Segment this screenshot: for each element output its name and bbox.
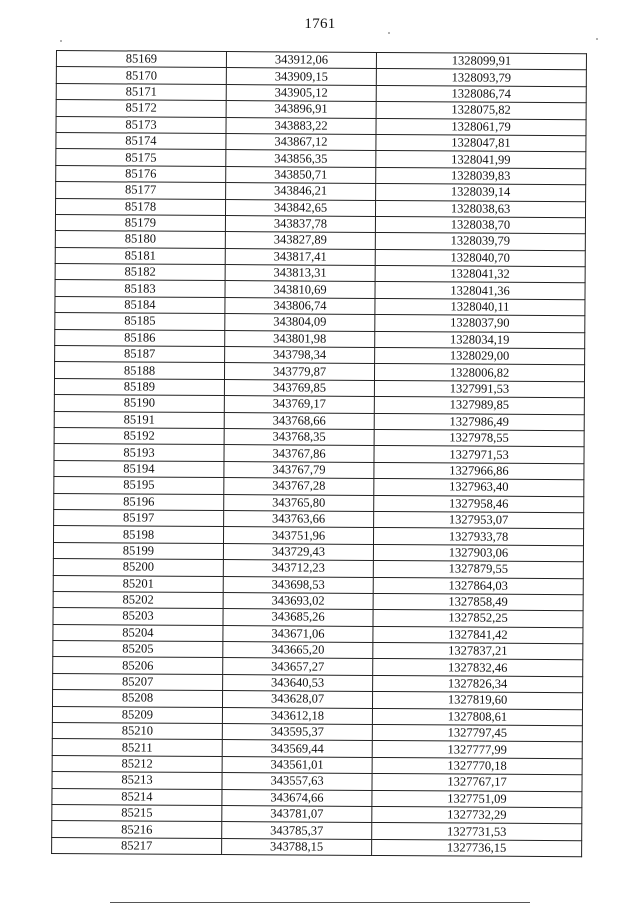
y-coordinate-cell: 1328041,99 — [376, 151, 586, 169]
y-coordinate-cell: 1327837,21 — [373, 643, 583, 661]
x-coordinate-cell: 343569,44 — [222, 740, 372, 757]
x-coordinate-cell: 343817,41 — [225, 248, 375, 265]
point-number-cell: 85178 — [55, 198, 225, 215]
x-coordinate-cell: 343781,07 — [222, 805, 372, 822]
x-coordinate-cell: 343561,01 — [222, 756, 372, 773]
x-coordinate-cell: 343657,27 — [223, 658, 373, 675]
x-coordinate-cell: 343751,96 — [223, 527, 373, 544]
x-coordinate-cell: 343671,06 — [223, 625, 373, 642]
point-number-cell: 85201 — [53, 575, 223, 592]
point-number-cell: 85199 — [53, 542, 223, 559]
point-number-cell: 85169 — [56, 51, 226, 68]
x-coordinate-cell: 343801,98 — [225, 330, 375, 347]
x-coordinate-cell: 343837,78 — [225, 215, 375, 232]
x-coordinate-cell: 343665,20 — [223, 642, 373, 659]
y-coordinate-cell: 1327751,09 — [372, 790, 582, 808]
x-coordinate-cell: 343712,23 — [223, 560, 373, 577]
x-coordinate-cell: 343767,86 — [224, 445, 374, 462]
point-number-cell: 85170 — [56, 67, 226, 84]
y-coordinate-cell: 1327958,46 — [374, 495, 584, 513]
x-coordinate-cell: 343912,06 — [226, 52, 376, 69]
point-number-cell: 85187 — [55, 346, 225, 363]
point-number-cell: 85188 — [54, 362, 224, 379]
point-number-cell: 85177 — [56, 182, 226, 199]
y-coordinate-cell: 1328041,36 — [375, 282, 585, 300]
x-coordinate-cell: 343810,69 — [225, 281, 375, 298]
point-number-cell: 85215 — [52, 804, 222, 821]
point-number-cell: 85185 — [55, 313, 225, 330]
y-coordinate-cell: 1327903,06 — [373, 544, 583, 562]
y-coordinate-cell: 1328047,81 — [376, 134, 586, 152]
point-number-cell: 85195 — [54, 477, 224, 494]
x-coordinate-cell: 343557,63 — [222, 773, 372, 790]
point-number-cell: 85202 — [53, 591, 223, 608]
point-number-cell: 85207 — [53, 673, 223, 690]
y-coordinate-cell: 1327797,45 — [372, 724, 582, 742]
x-coordinate-cell: 343827,89 — [225, 232, 375, 249]
x-coordinate-cell: 343767,79 — [224, 461, 374, 478]
y-coordinate-cell: 1327953,07 — [374, 511, 584, 529]
coordinates-sheet — [51, 50, 586, 857]
point-number-cell: 85181 — [55, 247, 225, 264]
y-coordinate-cell: 1327933,78 — [373, 528, 583, 546]
x-coordinate-cell: 343806,74 — [225, 297, 375, 314]
x-coordinate-cell: 343813,31 — [225, 265, 375, 282]
x-coordinate-cell: 343856,35 — [226, 150, 376, 167]
y-coordinate-cell: 1328040,70 — [375, 249, 585, 267]
point-number-cell: 85212 — [52, 755, 222, 772]
point-number-cell: 85189 — [54, 378, 224, 395]
y-coordinate-cell: 1328039,83 — [376, 167, 586, 185]
point-number-cell: 85211 — [52, 739, 222, 756]
x-coordinate-cell: 343765,80 — [224, 494, 374, 511]
y-coordinate-cell: 1328041,32 — [375, 266, 585, 284]
x-coordinate-cell: 343729,43 — [223, 543, 373, 560]
y-coordinate-cell: 1328038,63 — [375, 200, 585, 218]
y-coordinate-cell: 1327777,99 — [372, 741, 582, 759]
point-number-cell: 85203 — [53, 608, 223, 625]
point-number-cell: 85205 — [53, 641, 223, 658]
x-coordinate-cell: 343785,37 — [222, 822, 372, 839]
point-number-cell: 85179 — [55, 214, 225, 231]
point-number-cell: 85180 — [55, 231, 225, 248]
y-coordinate-cell: 1328099,91 — [376, 52, 586, 70]
scan-speck — [60, 40, 62, 42]
point-number-cell: 85172 — [56, 100, 226, 117]
x-coordinate-cell: 343850,71 — [226, 166, 376, 183]
point-number-cell: 85174 — [56, 132, 226, 149]
point-number-cell: 85198 — [53, 526, 223, 543]
y-coordinate-cell: 1327963,40 — [374, 479, 584, 497]
point-number-cell: 85206 — [53, 657, 223, 674]
point-number-cell: 85196 — [54, 493, 224, 510]
page-number: 1761 — [304, 16, 336, 32]
x-coordinate-cell: 343768,66 — [224, 412, 374, 429]
y-coordinate-cell: 1327826,34 — [373, 675, 583, 693]
point-number-cell: 85217 — [52, 837, 222, 854]
y-coordinate-cell: 1328040,11 — [375, 298, 585, 316]
point-number-cell: 85175 — [56, 149, 226, 166]
x-coordinate-cell: 343612,18 — [222, 707, 372, 724]
y-coordinate-cell: 1327770,18 — [372, 757, 582, 775]
y-coordinate-cell: 1327978,55 — [374, 429, 584, 447]
x-coordinate-cell: 343763,66 — [224, 510, 374, 527]
x-coordinate-cell: 343788,15 — [222, 838, 372, 855]
y-coordinate-cell: 1328006,82 — [374, 364, 584, 382]
x-coordinate-cell: 343768,35 — [224, 429, 374, 446]
y-coordinate-cell: 1327852,25 — [373, 610, 583, 628]
point-number-cell: 85204 — [53, 624, 223, 641]
point-number-cell: 85173 — [56, 116, 226, 133]
y-coordinate-cell: 1328039,14 — [376, 184, 586, 202]
point-number-cell: 85200 — [53, 559, 223, 576]
point-number-cell: 85184 — [55, 296, 225, 313]
x-coordinate-cell: 343804,09 — [225, 314, 375, 331]
y-coordinate-cell: 1328075,82 — [376, 102, 586, 120]
y-coordinate-cell: 1328086,74 — [376, 85, 586, 103]
point-number-cell: 85194 — [54, 460, 224, 477]
point-number-cell: 85192 — [54, 427, 224, 444]
y-coordinate-cell: 1327841,42 — [373, 626, 583, 644]
y-coordinate-cell: 1328037,90 — [375, 315, 585, 333]
point-number-cell: 85214 — [52, 788, 222, 805]
x-coordinate-cell: 343798,34 — [225, 347, 375, 364]
x-coordinate-cell: 343674,66 — [222, 789, 372, 806]
y-coordinate-cell: 1327819,60 — [372, 692, 582, 710]
y-coordinate-cell: 1327864,03 — [373, 577, 583, 595]
point-number-cell: 85182 — [55, 264, 225, 281]
x-coordinate-cell: 343685,26 — [223, 609, 373, 626]
point-number-cell: 85208 — [52, 690, 222, 707]
x-coordinate-cell: 343842,65 — [225, 199, 375, 216]
scan-edge-line — [110, 902, 530, 903]
point-number-cell: 85193 — [54, 444, 224, 461]
y-coordinate-cell: 1328038,70 — [375, 216, 585, 234]
point-number-cell: 85216 — [52, 821, 222, 838]
scan-speck — [388, 32, 390, 34]
y-coordinate-cell: 1327966,86 — [374, 462, 584, 480]
point-number-cell: 85213 — [52, 772, 222, 789]
x-coordinate-cell: 343595,37 — [222, 724, 372, 741]
x-coordinate-cell: 343628,07 — [222, 691, 372, 708]
point-number-cell: 85183 — [55, 280, 225, 297]
y-coordinate-cell: 1327991,53 — [374, 380, 584, 398]
point-number-cell: 85190 — [54, 395, 224, 412]
y-coordinate-cell: 1328093,79 — [376, 69, 586, 87]
y-coordinate-cell: 1327808,61 — [372, 708, 582, 726]
x-coordinate-cell: 343909,15 — [226, 68, 376, 85]
y-coordinate-cell: 1327986,49 — [374, 413, 584, 431]
x-coordinate-cell: 343767,28 — [224, 478, 374, 495]
y-coordinate-cell: 1327879,55 — [373, 561, 583, 579]
x-coordinate-cell: 343883,22 — [226, 117, 376, 134]
y-coordinate-cell: 1328029,00 — [375, 347, 585, 365]
y-coordinate-cell: 1327971,53 — [374, 446, 584, 464]
y-coordinate-cell: 1327858,49 — [373, 593, 583, 611]
y-coordinate-cell: 1328039,79 — [375, 233, 585, 251]
y-coordinate-cell: 1327832,46 — [373, 659, 583, 677]
y-coordinate-cell: 1328034,19 — [375, 331, 585, 349]
x-coordinate-cell: 343698,53 — [223, 576, 373, 593]
point-number-cell: 85186 — [55, 329, 225, 346]
point-number-cell: 85191 — [54, 411, 224, 428]
point-number-cell: 85176 — [56, 165, 226, 182]
y-coordinate-cell: 1327989,85 — [374, 397, 584, 415]
coordinates-table-body — [52, 51, 587, 857]
scan-speck — [596, 38, 598, 40]
x-coordinate-cell: 343905,12 — [226, 84, 376, 101]
point-number-cell: 85209 — [52, 706, 222, 723]
x-coordinate-cell: 343693,02 — [223, 592, 373, 609]
x-coordinate-cell: 343640,53 — [223, 674, 373, 691]
point-number-cell: 85210 — [52, 723, 222, 740]
table-row — [52, 837, 582, 857]
y-coordinate-cell: 1327731,53 — [372, 823, 582, 841]
coordinates-table — [51, 50, 587, 857]
x-coordinate-cell: 343867,12 — [226, 133, 376, 150]
x-coordinate-cell: 343846,21 — [226, 183, 376, 200]
x-coordinate-cell: 343779,87 — [224, 363, 374, 380]
y-coordinate-cell: 1327767,17 — [372, 774, 582, 792]
x-coordinate-cell: 343769,17 — [224, 396, 374, 413]
y-coordinate-cell: 1327732,29 — [372, 806, 582, 824]
y-coordinate-cell: 1328061,79 — [376, 118, 586, 136]
point-number-cell: 85171 — [56, 83, 226, 100]
x-coordinate-cell: 343896,91 — [226, 101, 376, 118]
y-coordinate-cell: 1327736,15 — [372, 839, 582, 857]
x-coordinate-cell: 343769,85 — [224, 379, 374, 396]
point-number-cell: 85197 — [54, 509, 224, 526]
